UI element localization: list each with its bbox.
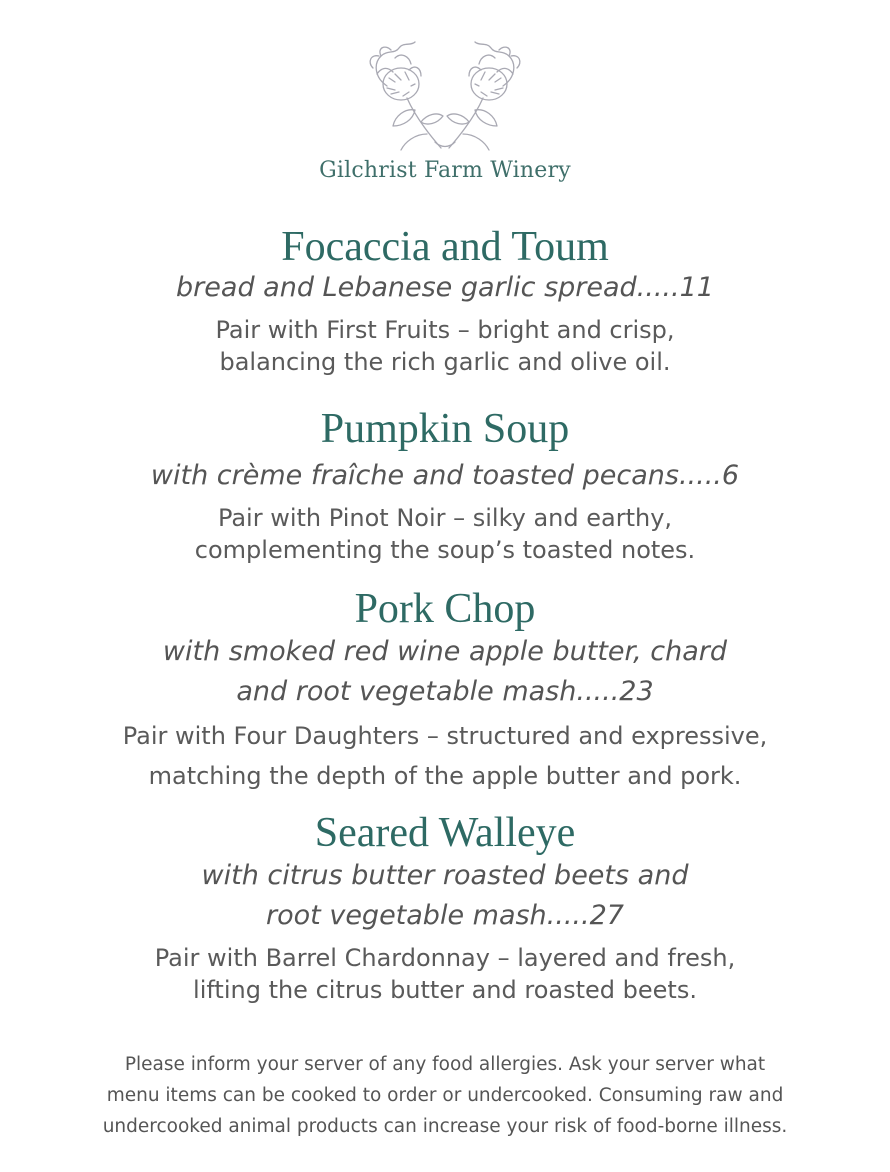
wine-pairing: Pair with First Fruits – bright and crisp, balancing the rich garlic and olive oil. <box>215 316 675 376</box>
menu-item-pork-chop <box>0 586 890 796</box>
dish-description: with citrus butter roasted beets and root vegetable mash.....27 <box>201 860 689 931</box>
menu-item-pumpkin-soup <box>0 406 890 566</box>
wine-pairing: Pair with Barrel Chardonnay – layered and fresh, lifting the citrus butter and roasted beets. <box>154 944 736 1004</box>
wine-pairing: Pair with Pinot Noir – silky and earthy, complementing the soup’s toasted notes. <box>194 504 696 564</box>
menu-item-seared-walleye <box>0 810 890 1006</box>
dish-name: Seared Walleye <box>314 810 576 856</box>
wine-pairing: Pair with Four Daughters – structured and expressive, matching the depth of the apple butter and pork. <box>122 722 768 790</box>
dish-name: Pumpkin Soup <box>320 406 570 452</box>
dish-description: with smoked red wine apple butter, chard and root vegetable mash.....23 <box>162 636 728 707</box>
menu-item-focaccia <box>0 224 890 378</box>
thistle-botanical-icon <box>315 38 575 158</box>
dish-name: Focaccia and Toum <box>281 224 609 270</box>
dish-description: bread and Lebanese garlic spread.....11 <box>176 272 714 303</box>
allergy-notice: Please inform your server of any food allergies. Ask your server what menu items can be cooked to order or undercooked. Consuming raw and undercooked animal products can increase your risk of food-borne illness. <box>102 1054 788 1137</box>
dish-description: with crème fraîche and toasted pecans.....6 <box>150 460 740 491</box>
winery-name: Gilchrist Farm Winery <box>319 158 571 183</box>
dish-name: Pork Chop <box>354 586 536 632</box>
